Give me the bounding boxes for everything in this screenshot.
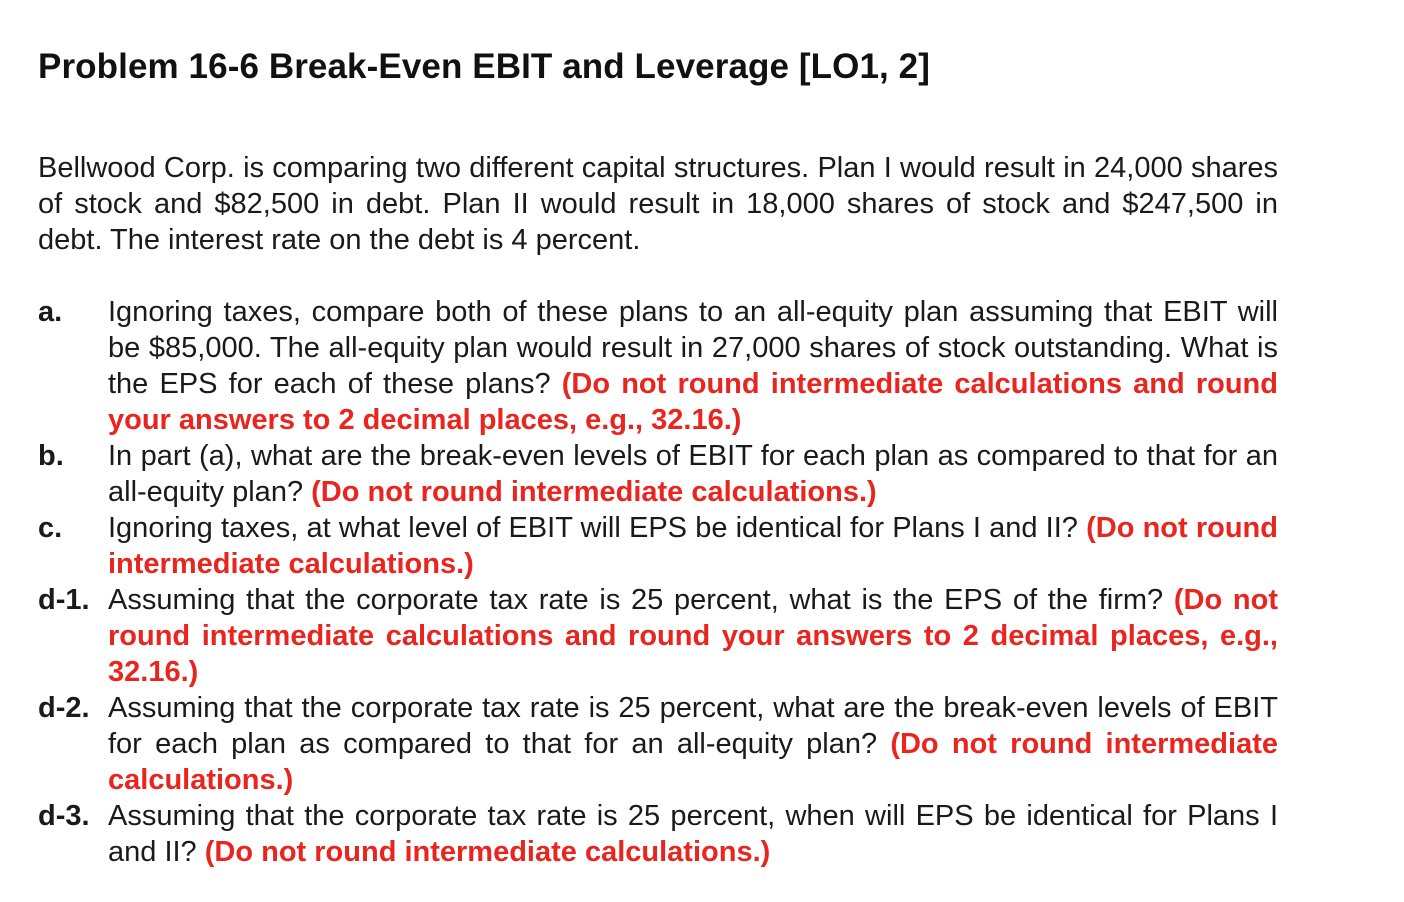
part-label: d-3. [38, 800, 90, 832]
question-part-c [38, 510, 1278, 582]
part-label: c. [38, 512, 63, 544]
part-question: Assuming that the corporate tax rate is 25 percent, when will EPS be identical for Plans I and II? [108, 800, 1278, 868]
rounding-note: (Do not round intermediate calculations.) [204, 836, 771, 868]
part-text [108, 294, 1278, 438]
part-text [108, 798, 1278, 870]
part-text [108, 438, 1278, 510]
question-part-a [38, 294, 1278, 438]
part-question: Ignoring taxes, at what level of EBIT will EPS be identical for Plans I and II? [108, 512, 1078, 544]
rounding-note: (Do not round intermediate calculations and round your answers to 2 decimal places, e.g., 32.16.) [108, 368, 1278, 436]
part-text [108, 510, 1278, 582]
part-text [108, 582, 1278, 690]
rounding-note: (Do not round intermediate calculations and round your answers to 2 decimal places, e.g., 32.16.) [108, 584, 1278, 688]
question-part-b [38, 438, 1278, 510]
rounding-note: (Do not round intermediate calculations.) [108, 728, 1278, 796]
part-question: Assuming that the corporate tax rate is 25 percent, what is the EPS of the firm? [108, 584, 1164, 616]
question-list [38, 294, 1278, 870]
part-question: In part (a), what are the break-even levels of EBIT for each plan as compared to that for an all-equity plan? [108, 440, 1278, 508]
part-label: a. [38, 296, 63, 328]
problem-title: Problem 16-6 Break-Even EBIT and Leverage [LO1, 2] [38, 47, 930, 86]
part-question: Ignoring taxes, compare both of these plans to an all-equity plan assuming that EBIT will be $85,000. The all-equity plan would result in 27,000 shares of stock outstanding. What is the EPS for each of these plans? [108, 296, 1278, 400]
rounding-note: (Do not round intermediate calculations.) [311, 476, 877, 508]
part-text [108, 690, 1278, 798]
problem-intro: Bellwood Corp. is comparing two different capital structures. Plan I would result in 24,000 shares of stock and $82,500 in debt. Plan II would result in 18,000 shares of stock and $247,500 in debt. The interest rate on the debt is 4 percent. [38, 152, 1278, 256]
part-label: b. [38, 440, 64, 472]
question-part-d3 [38, 798, 1278, 870]
rounding-note: (Do not round intermediate calculations.) [108, 512, 1278, 580]
part-label: d-2. [38, 692, 90, 724]
question-part-d1 [38, 582, 1278, 690]
question-part-d2 [38, 690, 1278, 798]
part-question: Assuming that the corporate tax rate is 25 percent, what are the break-even levels of EBIT for each plan as compared to that for an all-equity plan? [108, 692, 1278, 760]
part-label: d-1. [38, 584, 90, 616]
